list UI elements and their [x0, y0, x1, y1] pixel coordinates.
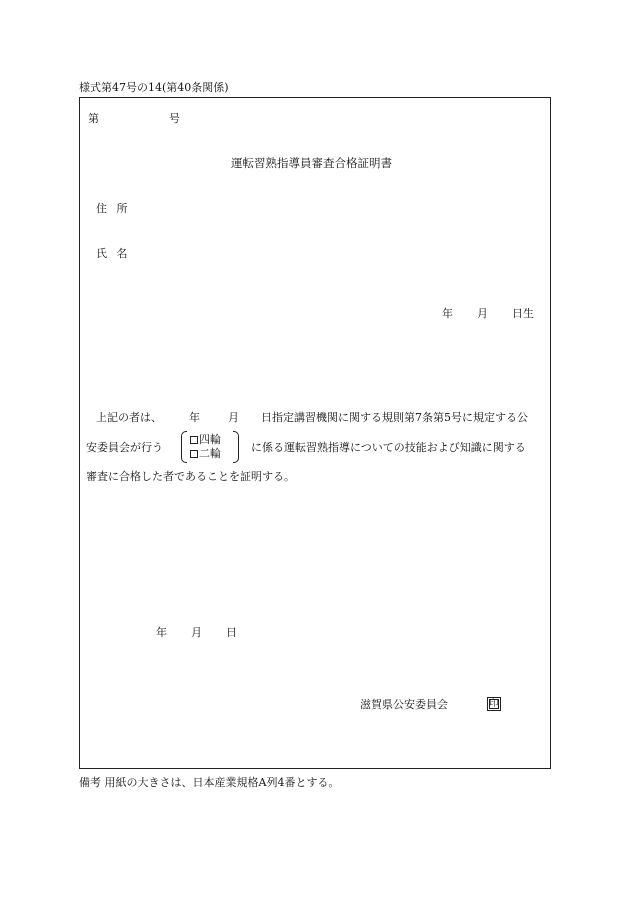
birth-month-label: 月	[477, 307, 488, 320]
body-line1-start: 上記の者は、	[96, 411, 162, 424]
birth-day-label: 日生	[512, 307, 534, 320]
body-line2-start: 安委員会が行う	[86, 441, 163, 454]
seal-stamp	[487, 697, 501, 711]
birth-year-label: 年	[442, 307, 453, 320]
option-two-wheel-label: 二輪	[199, 447, 221, 460]
address-label: 住 所	[96, 202, 131, 215]
certificate-number-prefix: 第	[88, 112, 99, 125]
form-reference: 様式第47号の14(第40条関係)	[79, 81, 229, 94]
left-bracket	[181, 431, 187, 463]
certificate-number-suffix: 号	[169, 112, 180, 125]
checkbox-four-wheel-icon[interactable]	[190, 436, 198, 444]
certificate-frame	[79, 97, 551, 769]
option-four-wheel-label: 四輪	[199, 433, 221, 446]
issue-year-label: 年	[156, 626, 167, 639]
body-line3: 審査に合格した者であることを証明する。	[86, 470, 295, 483]
body-line2-end: に係る運転習熟指導についての技能および知識に関する	[251, 441, 526, 454]
body-line1-month: 月	[228, 411, 239, 424]
issue-day-label: 日	[226, 626, 237, 639]
checkbox-two-wheel-icon[interactable]	[190, 450, 198, 458]
seal-label: 印	[489, 699, 499, 709]
body-line1-year: 年	[189, 411, 200, 424]
body-line1-end: 日指定講習機関に関する規則第7条第5号に規定する公	[261, 411, 528, 424]
option-two-wheel[interactable]	[190, 447, 221, 460]
seal-inner-border	[489, 699, 499, 709]
option-four-wheel[interactable]	[190, 433, 221, 446]
certificate-title: 運転習熟指導員審査合格証明書	[231, 156, 392, 170]
right-bracket	[233, 431, 239, 463]
paper-size-note: 備考 用紙の大きさは、日本産業規格A列4番とする。	[79, 776, 340, 789]
issuer-name: 滋賀県公安委員会	[360, 698, 448, 711]
vehicle-type-choice	[181, 431, 239, 463]
issue-month-label: 月	[191, 626, 202, 639]
name-label: 氏 名	[96, 247, 131, 260]
